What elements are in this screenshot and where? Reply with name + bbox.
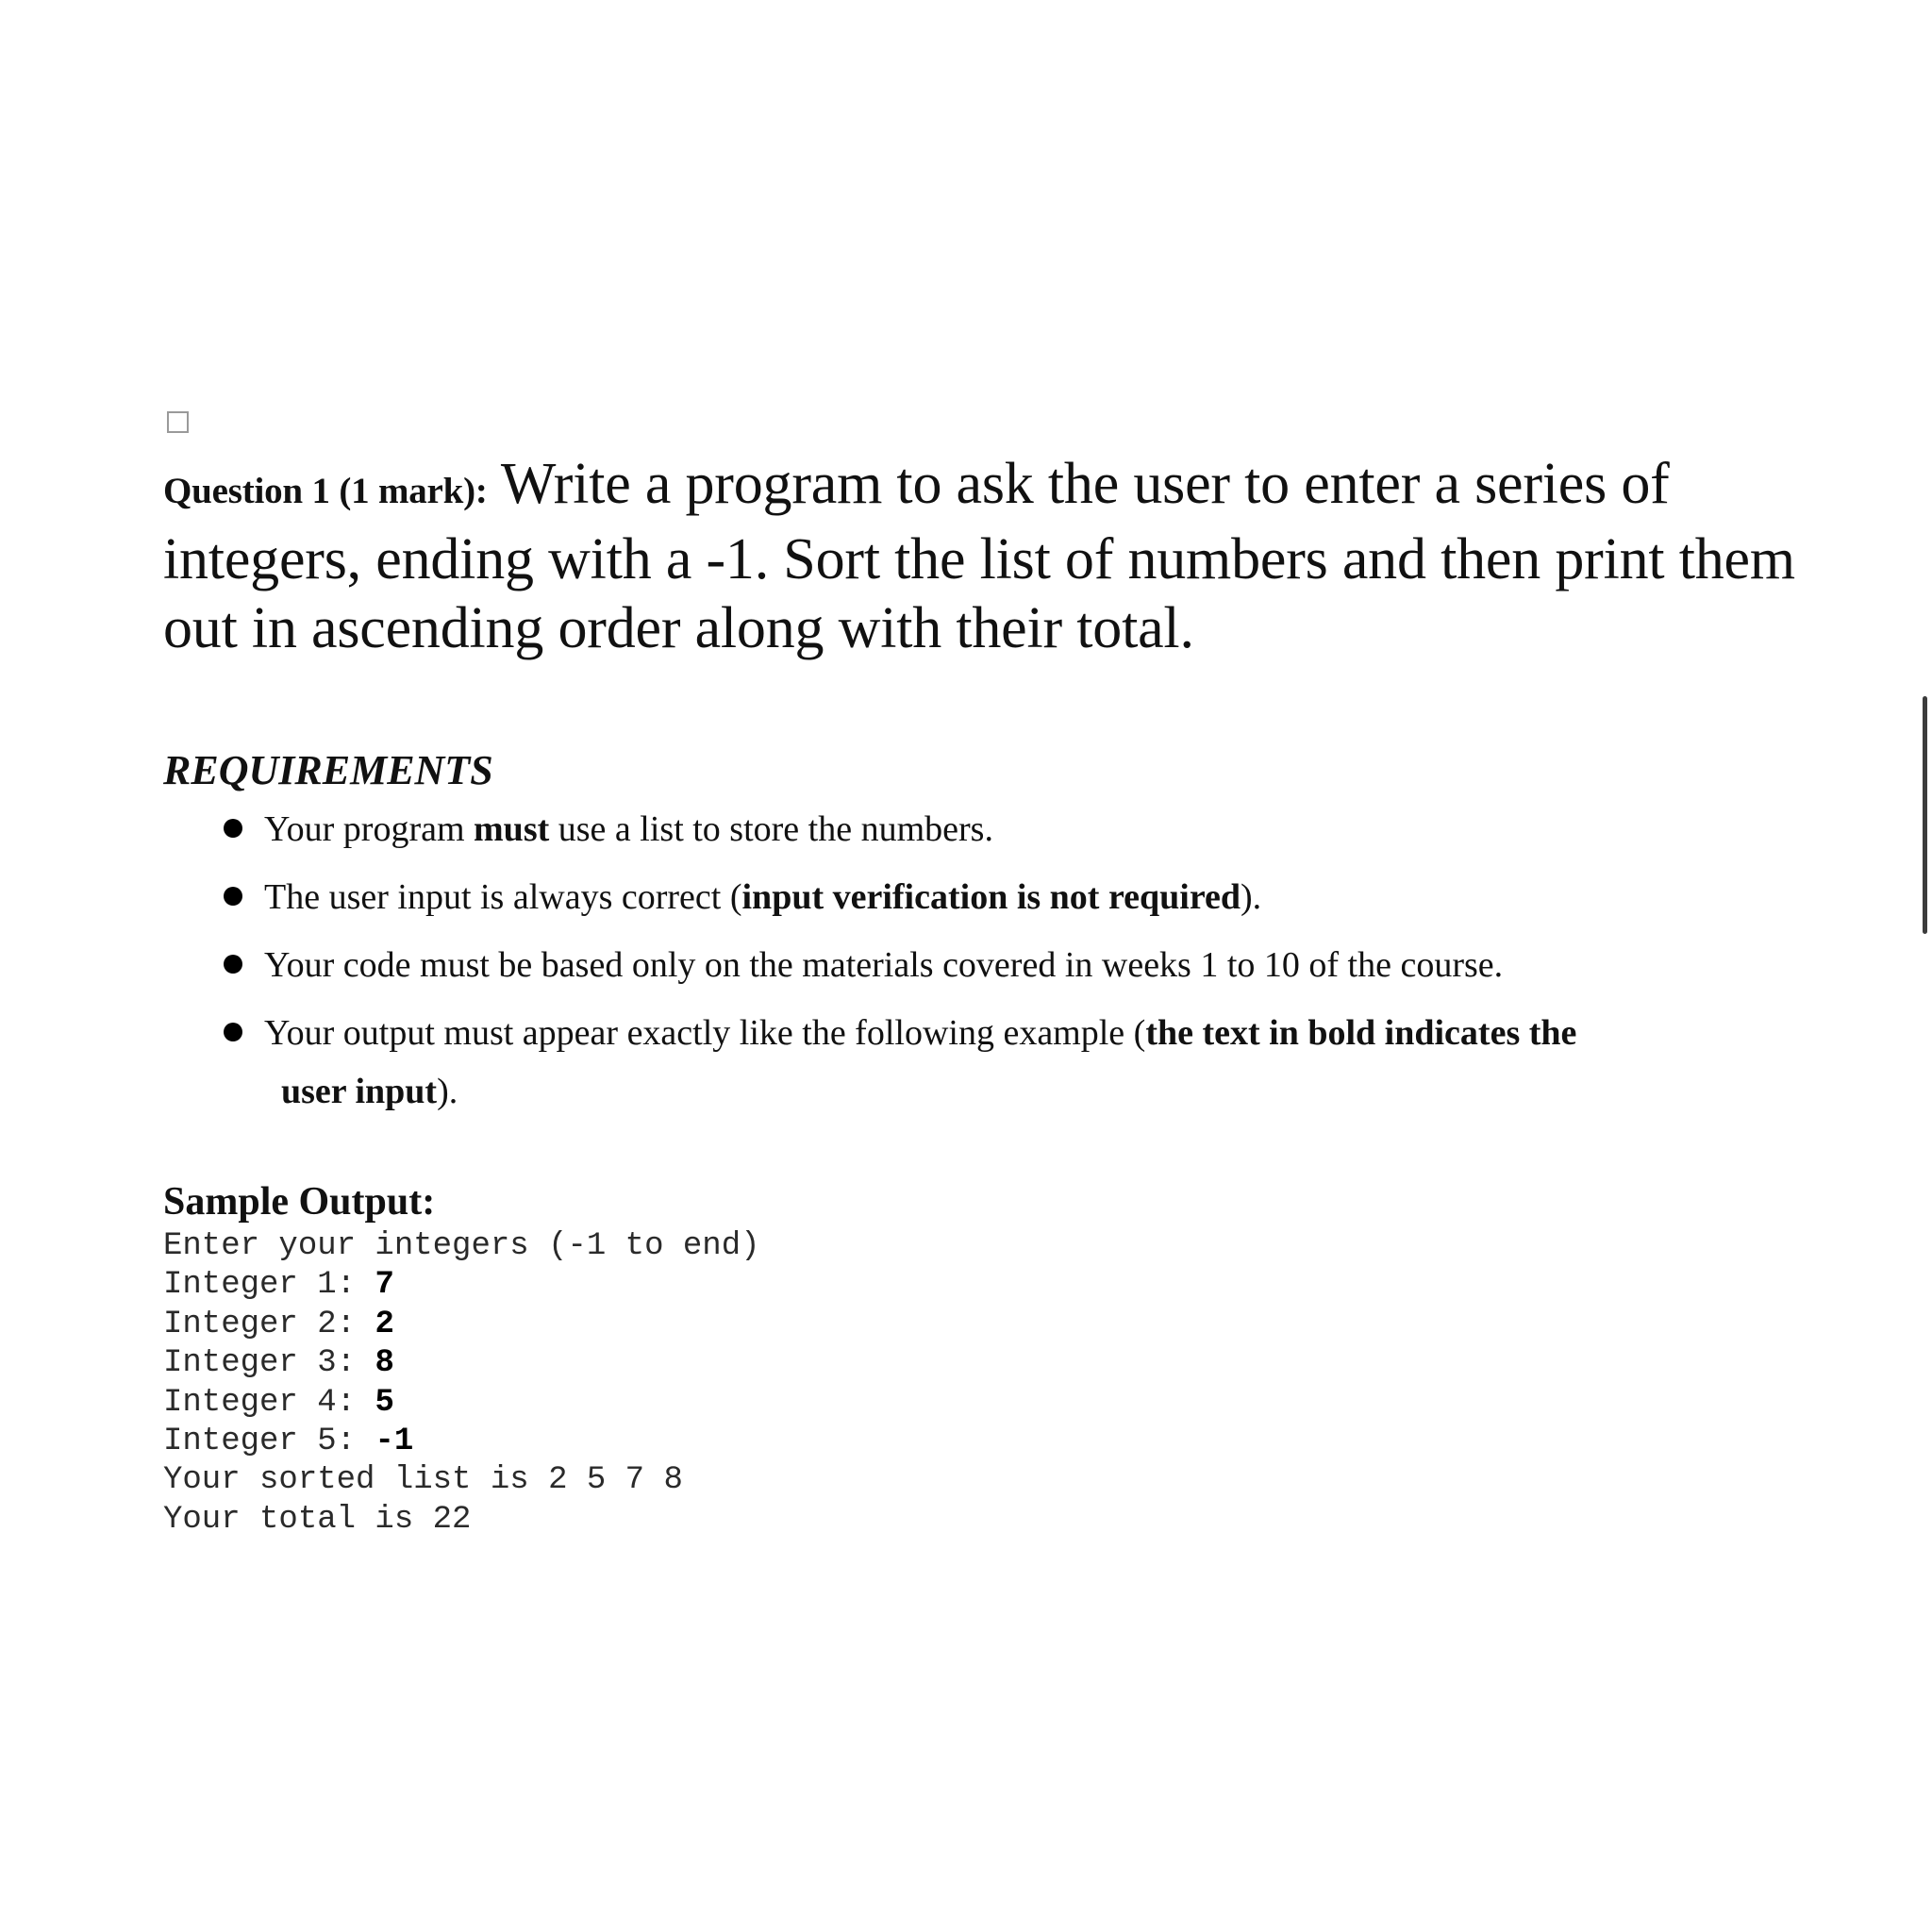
requirement-text: ).	[1241, 877, 1262, 917]
bullet-icon	[224, 819, 242, 838]
checkbox[interactable]	[167, 411, 189, 433]
console-prompt: Integer 5:	[163, 1424, 375, 1460]
console-user-input: -1	[375, 1424, 414, 1460]
requirement-text: Your output must appear exactly like the following example (	[264, 1013, 1146, 1053]
requirement-text: use a list to store the numbers.	[549, 809, 993, 849]
sample-output-heading: Sample Output:	[163, 1180, 436, 1224]
console-line	[163, 1227, 760, 1266]
console-prompt: Enter your integers (-1 to end)	[163, 1228, 760, 1264]
console-line	[163, 1423, 760, 1461]
console-line	[163, 1501, 760, 1540]
console-line	[163, 1461, 760, 1500]
bullet-icon	[224, 1023, 242, 1041]
console-prompt: Integer 2:	[163, 1306, 375, 1342]
requirement-item	[0, 868, 1736, 926]
question-text: Write a program to ask the user to enter a series of integers, ending with a -1. Sort the list of numbers and then print them out in ascending order along with their total.	[163, 452, 1795, 660]
console-user-input: 8	[375, 1345, 394, 1382]
console-prompt: Your total is 22	[163, 1501, 472, 1538]
sample-output-section	[163, 1176, 760, 1540]
scrollbar[interactable]	[1923, 696, 1927, 934]
requirement-bold-text: must	[474, 809, 550, 849]
bullet-icon	[224, 955, 242, 974]
requirement-item	[0, 936, 1736, 994]
requirements-heading: REQUIREMENTS	[163, 747, 493, 793]
console-user-input: 2	[375, 1306, 394, 1342]
requirements-list	[0, 800, 1932, 1130]
sample-console	[163, 1227, 760, 1540]
requirement-text: Your code must be based only on the materials covered in weeks 1 to 10 of the course.	[264, 945, 1504, 985]
requirement-text: The user input is always correct (	[264, 877, 742, 917]
requirement-bold-text: input verification is not required	[741, 877, 1241, 917]
console-user-input: 7	[375, 1267, 394, 1304]
requirement-item	[0, 1004, 1736, 1121]
console-prompt: Your sorted list is 2 5 7 8	[163, 1462, 683, 1499]
console-line	[163, 1266, 760, 1305]
question-label: Question 1 (1 mark):	[163, 471, 488, 511]
console-line	[163, 1344, 760, 1383]
console-prompt: Integer 4:	[163, 1384, 375, 1421]
requirement-text: ).	[437, 1072, 458, 1111]
requirement-text: Your program	[264, 809, 475, 849]
requirement-item	[0, 800, 1736, 858]
question-paragraph	[163, 450, 1824, 663]
requirement-bold-text: the text in bold indicates the	[1145, 1013, 1577, 1053]
requirement-bold-text: user input	[281, 1072, 438, 1111]
console-prompt: Integer 3:	[163, 1345, 375, 1382]
requirement-continuation	[264, 1062, 1736, 1121]
console-user-input: 5	[375, 1384, 394, 1421]
console-line	[163, 1306, 760, 1344]
console-prompt: Integer 1:	[163, 1267, 375, 1304]
bullet-icon	[224, 887, 242, 906]
console-line	[163, 1384, 760, 1423]
